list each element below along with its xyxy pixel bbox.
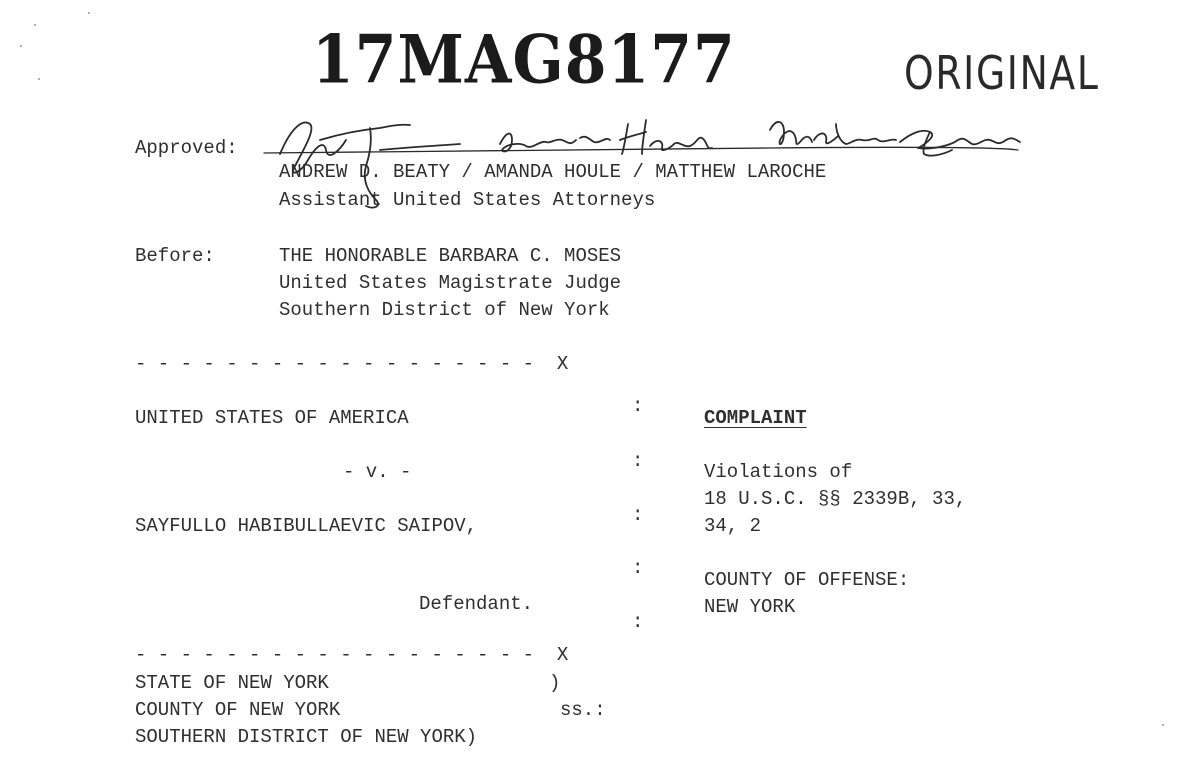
scan-speck — [1162, 724, 1164, 726]
venue-paren: ) — [549, 672, 561, 694]
scan-speck — [20, 45, 22, 47]
county-of-offense-label: COUNTY OF OFFENSE: — [704, 569, 910, 591]
caption-divider-bottom: - - - - - - - - - - - - - - - - - - X — [135, 644, 569, 666]
scan-speck — [88, 12, 90, 14]
defendant-name: SAYFULLO HABIBULLAEVIC SAIPOV, — [135, 515, 478, 537]
judge-title: United States Magistrate Judge — [279, 272, 622, 294]
county-of-offense-value: NEW YORK — [704, 596, 796, 618]
venue-ss: ss.: — [560, 699, 606, 721]
caption-colon: : — [632, 504, 644, 526]
scan-speck — [34, 24, 36, 26]
judge-district: Southern District of New York — [279, 299, 610, 321]
venue-district: SOUTHERN DISTRICT OF NEW YORK) — [135, 726, 478, 748]
plaintiff-name: UNITED STATES OF AMERICA — [135, 407, 409, 429]
docket-number-stamp: 17MAG8177 — [312, 22, 736, 99]
scan-speck — [38, 78, 40, 80]
versus-text: - v. - — [343, 461, 412, 483]
before-label: Before: — [135, 245, 215, 267]
caption-colon: : — [632, 450, 644, 472]
caption-colon: : — [632, 557, 644, 579]
violations-line-2: 18 U.S.C. §§ 2339B, 33, — [704, 488, 967, 510]
original-stamp: ORIGINAL — [904, 46, 1100, 100]
complaint-heading: COMPLAINT — [704, 407, 807, 429]
defendant-label: Defendant. — [419, 593, 534, 615]
venue-county: COUNTY OF NEW YORK — [135, 699, 341, 721]
violations-line-1: Violations of — [704, 461, 853, 483]
attorney-title: Assistant United States Attorneys — [279, 189, 656, 211]
judge-name: THE HONORABLE BARBARA C. MOSES — [279, 245, 622, 267]
signatures-image — [250, 110, 1030, 220]
caption-divider-top: - - - - - - - - - - - - - - - - - - X — [135, 353, 569, 375]
venue-state: STATE OF NEW YORK — [135, 672, 329, 694]
attorney-names: ANDREW D. BEATY / AMANDA HOULE / MATTHEW LAROCHE — [279, 161, 827, 183]
caption-colon: : — [632, 611, 644, 633]
violations-line-3: 34, 2 — [704, 515, 762, 537]
approved-label: Approved: — [135, 137, 238, 159]
caption-colon: : — [632, 395, 644, 417]
